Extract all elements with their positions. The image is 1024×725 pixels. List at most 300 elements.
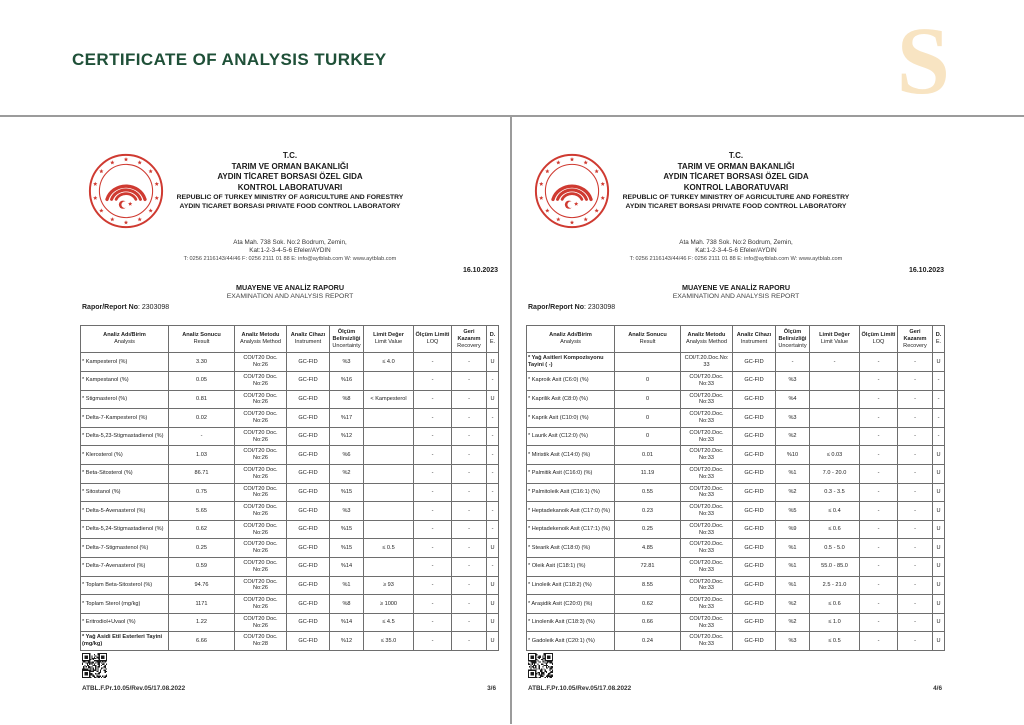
cell-instrument: GC-FID — [287, 371, 330, 390]
cell-de: U — [933, 632, 945, 651]
cell-recovery: - — [452, 539, 487, 558]
cell-de: - — [487, 520, 499, 539]
cell-instrument: GC-FID — [733, 409, 776, 428]
cell-result: 1171 — [169, 595, 235, 614]
brand-s-watermark-icon: S — [896, 7, 950, 114]
lab-contact-line: T: 0256 2116143/44/46 F: 0256 2111 01 88 E: info@aytblab.com W: www.aytblab.com — [629, 256, 843, 263]
cell-instrument: GC-FID — [287, 353, 330, 372]
lab-contact-line: T: 0256 2116143/44/46 F: 0256 2111 01 88 E: info@aytblab.com W: www.aytblab.com — [183, 256, 397, 263]
cell-loq: - — [414, 613, 452, 632]
cell-loq: - — [860, 464, 898, 483]
cell-uncertainty: %1 — [776, 464, 810, 483]
column-header: Geri Kazanım Recovery — [452, 326, 487, 353]
table-row — [527, 632, 945, 651]
cell-instrument: GC-FID — [287, 520, 330, 539]
cell-recovery: - — [898, 464, 933, 483]
cell-limit-value: ≤ 1.0 — [810, 613, 860, 632]
cell-recovery: - — [898, 613, 933, 632]
cell-analysis-name: * Araşidik Asit (C20:0) (%) — [527, 595, 615, 614]
cell-uncertainty: %5 — [776, 502, 810, 521]
cell-uncertainty: %3 — [776, 632, 810, 651]
cell-recovery: - — [452, 483, 487, 502]
cell-instrument: GC-FID — [733, 613, 776, 632]
cell-result: 0.59 — [169, 557, 235, 576]
analysis-table-body — [81, 353, 499, 651]
table-row — [81, 390, 499, 409]
report-pages — [0, 117, 1024, 724]
cell-limit-value: - — [810, 353, 860, 372]
cell-uncertainty: %3 — [776, 409, 810, 428]
cell-instrument: GC-FID — [287, 557, 330, 576]
report-page-4 — [512, 117, 1024, 724]
cell-limit-value: 0.5 - 5.0 — [810, 539, 860, 558]
cell-method: COI/T20.Doc. No:33 — [681, 539, 733, 558]
cell-result — [615, 353, 681, 372]
page-number: 4/6 — [933, 685, 942, 692]
lab-address — [526, 239, 946, 263]
lab-header-ministry-tr: TARIM VE ORMAN BAKANLIĞI — [231, 161, 349, 171]
cell-instrument: GC-FID — [733, 483, 776, 502]
cell-result: 0.55 — [615, 483, 681, 502]
cell-recovery: - — [452, 632, 487, 651]
cell-method: COI/T20.Doc. No:33 — [681, 520, 733, 539]
cell-de: U — [933, 502, 945, 521]
cell-recovery: - — [452, 353, 487, 372]
report-title-tr: MUAYENE VE ANALİZ RAPORU — [235, 283, 345, 292]
cell-loq: - — [860, 390, 898, 409]
document-code: ATBL.F.Pr.10.05/Rev.05/17.08.2022 — [528, 685, 632, 692]
cell-loq: - — [414, 557, 452, 576]
report-date: 16.10.2023 — [908, 267, 944, 274]
cell-limit-value: < Kampesterol — [364, 390, 414, 409]
cell-method: COI/T20 Doc. No:26 — [235, 520, 287, 539]
cell-loq: - — [414, 539, 452, 558]
report-title-tr: MUAYENE VE ANALİZ RAPORU — [681, 283, 791, 292]
analysis-table-head — [527, 326, 945, 353]
cell-method: COI/T20 Doc. No:26 — [235, 409, 287, 428]
cell-analysis-name: * Stearik Asit (C18:0) (%) — [527, 539, 615, 558]
cell-loq: - — [414, 390, 452, 409]
column-header: Analiz Adı/Birim Analysis — [527, 326, 615, 353]
cell-result: 0.75 — [169, 483, 235, 502]
cell-instrument: GC-FID — [287, 464, 330, 483]
cell-loq: - — [414, 576, 452, 595]
analysis-table-body — [527, 353, 945, 651]
lab-header-org-tr-2: KONTROL LABORATUVARI — [683, 182, 789, 192]
cell-method: COI/T20 Doc. No:26 — [235, 595, 287, 614]
cell-recovery: - — [452, 464, 487, 483]
cell-recovery: - — [898, 502, 933, 521]
analysis-table — [80, 325, 499, 651]
cell-instrument: GC-FID — [287, 502, 330, 521]
column-header: Analiz Sonucu Result — [169, 326, 235, 353]
cell-limit-value — [364, 557, 414, 576]
cell-de: - — [933, 371, 945, 390]
cell-limit-value: ≤ 0.6 — [810, 520, 860, 539]
cell-method: COI/T20 Doc. No:26 — [235, 539, 287, 558]
cell-limit-value — [364, 502, 414, 521]
cell-analysis-name: * Gadoleik Asit (C20:1) (%) — [527, 632, 615, 651]
cell-method: COI/T20.Doc. No:33 — [681, 557, 733, 576]
cell-limit-value: ≥ 1000 — [364, 595, 414, 614]
cell-de: U — [933, 557, 945, 576]
cell-analysis-name: * Kampestanol (%) — [81, 371, 169, 390]
column-header: Analiz Metodu Analysis Method — [681, 326, 733, 353]
cell-result: 86.71 — [169, 464, 235, 483]
cell-de: U — [487, 576, 499, 595]
table-row — [81, 520, 499, 539]
report-number-label: Rapor/Report No — [528, 304, 584, 311]
lab-address-line1: Ata Mah. 738 Sok. No:2 Bodrum, Zemin, — [233, 239, 347, 246]
cell-result: 3.30 — [169, 353, 235, 372]
cell-limit-value: 7.0 - 20.0 — [810, 464, 860, 483]
cell-de: U — [933, 520, 945, 539]
cell-uncertainty: %1 — [776, 557, 810, 576]
cell-recovery: - — [898, 427, 933, 446]
cell-limit-value: 0.3 - 3.5 — [810, 483, 860, 502]
column-header: Limit Değer Limit Value — [364, 326, 414, 353]
cell-result: 0 — [615, 371, 681, 390]
cell-uncertainty: %3 — [776, 371, 810, 390]
cell-loq: - — [860, 371, 898, 390]
table-row — [527, 446, 945, 465]
cell-instrument: GC-FID — [287, 595, 330, 614]
table-row — [527, 502, 945, 521]
table-row — [527, 520, 945, 539]
cell-de: - — [933, 427, 945, 446]
cell-uncertainty: %2 — [776, 595, 810, 614]
cell-method: COI/T20 Doc. No:26 — [235, 464, 287, 483]
cell-uncertainty: %16 — [330, 371, 364, 390]
cell-result: - — [169, 427, 235, 446]
cell-result: 0.62 — [615, 595, 681, 614]
cell-limit-value: ≤ 0.5 — [364, 539, 414, 558]
cell-loq: - — [860, 632, 898, 651]
qr-code-icon — [528, 653, 553, 678]
cell-uncertainty: %3 — [330, 502, 364, 521]
cell-uncertainty: %2 — [776, 483, 810, 502]
cell-instrument: GC-FID — [733, 595, 776, 614]
cell-de: U — [933, 595, 945, 614]
lab-header-org-tr-2: KONTROL LABORATUVARI — [237, 182, 343, 192]
report-number-value: : 2303098 — [138, 304, 170, 311]
cell-result: 0 — [615, 409, 681, 428]
cell-uncertainty: %14 — [330, 557, 364, 576]
cell-limit-value: ≤ 4.5 — [364, 613, 414, 632]
document-code: ATBL.F.Pr.10.05/Rev.05/17.08.2022 — [82, 685, 186, 692]
cell-method: COI/T20.Doc. No:33 — [681, 371, 733, 390]
cell-analysis-name: * Yağ Asitleri Kompozisyonu Tayini ( -) — [527, 353, 615, 372]
cell-loq: - — [414, 353, 452, 372]
cell-method: COI/T.20.Doc.No: 33 — [681, 353, 733, 372]
cell-uncertainty: %2 — [330, 464, 364, 483]
cell-de: U — [487, 353, 499, 372]
cell-recovery: - — [898, 353, 933, 372]
lab-header-org-en: AYDIN TICARET BORSASI PRIVATE FOOD CONTROL LABORATORY — [625, 203, 847, 210]
cell-analysis-name: * Kaproik Asit (C6:0) (%) — [527, 371, 615, 390]
cell-analysis-name: * Toplam Beta-Sitosterol (%) — [81, 576, 169, 595]
cell-loq: - — [414, 595, 452, 614]
report-number — [528, 304, 615, 311]
cell-instrument: GC-FID — [733, 371, 776, 390]
cell-limit-value — [810, 390, 860, 409]
cell-loq: - — [860, 613, 898, 632]
column-header: Ölçüm Limiti LOQ — [414, 326, 452, 353]
cell-recovery: - — [452, 371, 487, 390]
cell-result: 0 — [615, 427, 681, 446]
cell-result: 0.23 — [615, 502, 681, 521]
cell-uncertainty: %1 — [776, 539, 810, 558]
cell-method: COI/T20 Doc. No:26 — [235, 446, 287, 465]
page-footer — [82, 685, 496, 692]
cell-recovery: - — [898, 557, 933, 576]
cell-loq: - — [860, 483, 898, 502]
lab-address-line2: Kat:1-2-3-4-5-6 Efeler/AYDIN — [249, 247, 331, 255]
cell-loq: - — [860, 557, 898, 576]
cell-instrument: GC-FID — [733, 390, 776, 409]
cell-recovery: - — [898, 576, 933, 595]
cell-limit-value: ≤ 0.6 — [810, 595, 860, 614]
cell-loq: - — [860, 502, 898, 521]
cell-result: 4.85 — [615, 539, 681, 558]
lab-address-line1: Ata Mah. 738 Sok. No:2 Bodrum, Zemin, — [679, 239, 793, 246]
cell-limit-value: 55.0 - 85.0 — [810, 557, 860, 576]
cell-de: - — [487, 483, 499, 502]
table-row — [81, 483, 499, 502]
column-header: Analiz Metodu Analysis Method — [235, 326, 287, 353]
column-header: Analiz Adı/Birim Analysis — [81, 326, 169, 353]
lab-address-line2: Kat:1-2-3-4-5-6 Efeler/AYDIN — [695, 247, 777, 255]
cell-method: COI/T20.Doc. No:33 — [681, 390, 733, 409]
cell-method: COI/T20.Doc. No:33 — [681, 595, 733, 614]
cell-limit-value — [364, 409, 414, 428]
cell-result: 0.01 — [615, 446, 681, 465]
cell-instrument: GC-FID — [287, 409, 330, 428]
cell-analysis-name: * Palmitoleik Asit (C16:1) (%) — [527, 483, 615, 502]
cell-result: 5.65 — [169, 502, 235, 521]
cell-loq: - — [414, 371, 452, 390]
report-title — [526, 283, 946, 300]
cell-uncertainty: %3 — [330, 353, 364, 372]
cell-uncertainty: %4 — [776, 390, 810, 409]
column-header: D. E. — [933, 326, 945, 353]
cell-loq: - — [860, 427, 898, 446]
cell-limit-value — [364, 520, 414, 539]
cell-analysis-name: * Beta-Sitosterol (%) — [81, 464, 169, 483]
cell-method: COI/T20.Doc. No:33 — [681, 427, 733, 446]
cell-uncertainty: %8 — [330, 595, 364, 614]
report-title-en: EXAMINATION AND ANALYSIS REPORT — [226, 293, 354, 300]
cell-instrument: GC-FID — [733, 520, 776, 539]
cell-analysis-name: * Linolenik Asit (C18:3) (%) — [527, 613, 615, 632]
cell-uncertainty: %1 — [330, 576, 364, 595]
cell-analysis-name: * Kaprik Asit (C10:0) (%) — [527, 409, 615, 428]
cell-limit-value — [364, 483, 414, 502]
cell-recovery: - — [898, 390, 933, 409]
cell-instrument: GC-FID — [733, 446, 776, 465]
cell-analysis-name: * Kaprilik Asit (C8:0) (%) — [527, 390, 615, 409]
cell-recovery: - — [452, 502, 487, 521]
cell-uncertainty: %12 — [330, 632, 364, 651]
cell-result: 94.76 — [169, 576, 235, 595]
cell-analysis-name: * Heptadekanoik Asit (C17:0) (%) — [527, 502, 615, 521]
cell-uncertainty: %10 — [776, 446, 810, 465]
cell-instrument: GC-FID — [287, 483, 330, 502]
cell-result: 11.19 — [615, 464, 681, 483]
cell-limit-value — [810, 427, 860, 446]
cell-recovery: - — [452, 613, 487, 632]
cell-limit-value: ≥ 93 — [364, 576, 414, 595]
cell-instrument: GC-FID — [287, 427, 330, 446]
column-header: D. E. — [487, 326, 499, 353]
cell-instrument: GC-FID — [287, 632, 330, 651]
cell-de: - — [487, 371, 499, 390]
cell-recovery: - — [452, 427, 487, 446]
cell-de: U — [933, 483, 945, 502]
table-row — [527, 427, 945, 446]
lab-header-org-tr-1: AYDIN TİCARET BORSASI ÖZEL GIDA — [663, 172, 809, 181]
table-row — [527, 483, 945, 502]
cell-recovery: - — [898, 595, 933, 614]
cell-loq: - — [414, 632, 452, 651]
lab-header-tc: T.C. — [728, 151, 744, 160]
lab-header-ministry-en: REPUBLIC OF TURKEY MINISTRY OF AGRICULTURE AND FORESTRY — [176, 194, 404, 201]
cell-uncertainty: %1 — [776, 576, 810, 595]
column-header: Analiz Sonucu Result — [615, 326, 681, 353]
cell-instrument: GC-FID — [733, 557, 776, 576]
page-number: 3/6 — [487, 685, 496, 692]
analysis-table-wrap — [526, 325, 944, 651]
cell-instrument: GC-FID — [733, 632, 776, 651]
cell-method: COI/T20 Doc. No:26 — [235, 483, 287, 502]
cell-limit-value — [364, 371, 414, 390]
cell-uncertainty: %2 — [776, 427, 810, 446]
cell-method: COI/T20 Doc. No:26 — [235, 371, 287, 390]
cell-de: U — [933, 613, 945, 632]
cell-result: 6.66 — [169, 632, 235, 651]
cell-uncertainty: %14 — [330, 613, 364, 632]
cell-instrument: GC-FID — [287, 390, 330, 409]
cell-de: U — [933, 576, 945, 595]
cell-method: COI/T20.Doc. No:33 — [681, 502, 733, 521]
table-row — [81, 446, 499, 465]
cell-analysis-name: * Oleik Asit (C18:1) (%) — [527, 557, 615, 576]
cell-uncertainty: %9 — [776, 520, 810, 539]
cell-analysis-name: * Klerosterol (%) — [81, 446, 169, 465]
cell-result: 8.55 — [615, 576, 681, 595]
cell-loq: - — [860, 353, 898, 372]
cell-de: U — [487, 595, 499, 614]
cell-recovery: - — [452, 446, 487, 465]
cell-de: - — [487, 409, 499, 428]
cell-analysis-name: * Palmitik Asit (C16:0) (%) — [527, 464, 615, 483]
table-row — [527, 409, 945, 428]
cell-uncertainty: %2 — [776, 613, 810, 632]
cell-result: 0.62 — [169, 520, 235, 539]
report-number — [82, 304, 169, 311]
cell-instrument: GC-FID — [733, 353, 776, 372]
cell-analysis-name: * Kampesterol (%) — [81, 353, 169, 372]
table-row — [81, 371, 499, 390]
cell-de: - — [487, 464, 499, 483]
cell-result: 72.81 — [615, 557, 681, 576]
cell-analysis-name: * Delta-5-Avenasterol (%) — [81, 502, 169, 521]
cell-method: COI/T20.Doc. No:33 — [681, 576, 733, 595]
cell-instrument: GC-FID — [733, 539, 776, 558]
column-header: Ölçüm Belirsizliği Uncertainty — [776, 326, 810, 353]
lab-header-ministry-tr: TARIM VE ORMAN BAKANLIĞI — [677, 161, 795, 171]
table-row — [527, 353, 945, 372]
report-date: 16.10.2023 — [462, 267, 498, 274]
cell-recovery: - — [898, 520, 933, 539]
cell-recovery: - — [898, 446, 933, 465]
cell-analysis-name: * Delta-7-Avenasterol (%) — [81, 557, 169, 576]
cell-recovery: - — [898, 371, 933, 390]
report-number-label: Rapor/Report No — [82, 304, 138, 311]
cell-method: COI/T20.Doc. No:33 — [681, 446, 733, 465]
cell-analysis-name: * Stigmasterol (%) — [81, 390, 169, 409]
cell-instrument: GC-FID — [733, 576, 776, 595]
cell-instrument: GC-FID — [287, 576, 330, 595]
cell-method: COI/T20 Doc. No:28 — [235, 632, 287, 651]
cell-uncertainty: %8 — [330, 390, 364, 409]
lab-header-tc: T.C. — [282, 151, 298, 160]
cell-loq: - — [414, 520, 452, 539]
cell-loq: - — [860, 409, 898, 428]
cell-result: 0 — [615, 390, 681, 409]
cell-loq: - — [860, 539, 898, 558]
cell-result: 1.03 — [169, 446, 235, 465]
cell-recovery: - — [452, 595, 487, 614]
cell-loq: - — [414, 409, 452, 428]
cell-analysis-name: * Linoleik Asit (C18:2) (%) — [527, 576, 615, 595]
cell-analysis-name: * Delta-7-Stigmastenol (%) — [81, 539, 169, 558]
cell-method: COI/T20 Doc. No:26 — [235, 502, 287, 521]
table-row — [81, 539, 499, 558]
column-header: Analiz Cihazı Instrument — [733, 326, 776, 353]
cell-instrument: GC-FID — [733, 502, 776, 521]
cell-recovery: - — [452, 390, 487, 409]
cell-method: COI/T20.Doc. No:33 — [681, 632, 733, 651]
cell-limit-value — [810, 409, 860, 428]
table-row — [81, 595, 499, 614]
cell-limit-value: ≤ 0.5 — [810, 632, 860, 651]
cell-instrument: GC-FID — [287, 446, 330, 465]
cell-limit-value — [364, 427, 414, 446]
cell-de: - — [487, 502, 499, 521]
cell-loq: - — [860, 520, 898, 539]
cell-instrument: GC-FID — [287, 539, 330, 558]
cell-instrument: GC-FID — [287, 613, 330, 632]
cell-limit-value: ≤ 0.03 — [810, 446, 860, 465]
cell-de: - — [487, 427, 499, 446]
analysis-table-wrap — [80, 325, 498, 651]
cell-loq: - — [414, 427, 452, 446]
cell-loq: - — [414, 483, 452, 502]
cell-de: U — [487, 539, 499, 558]
cell-de: U — [487, 390, 499, 409]
cell-method: COI/T20 Doc. No:26 — [235, 557, 287, 576]
lab-header-org-en: AYDIN TICARET BORSASI PRIVATE FOOD CONTROL LABORATORY — [179, 203, 401, 210]
lab-address — [80, 239, 500, 263]
report-page-3 — [0, 117, 512, 724]
cell-limit-value: ≤ 35.0 — [364, 632, 414, 651]
table-row — [527, 595, 945, 614]
document-header-band — [0, 0, 1024, 117]
cell-uncertainty: %15 — [330, 520, 364, 539]
table-row — [81, 427, 499, 446]
cell-recovery: - — [898, 539, 933, 558]
